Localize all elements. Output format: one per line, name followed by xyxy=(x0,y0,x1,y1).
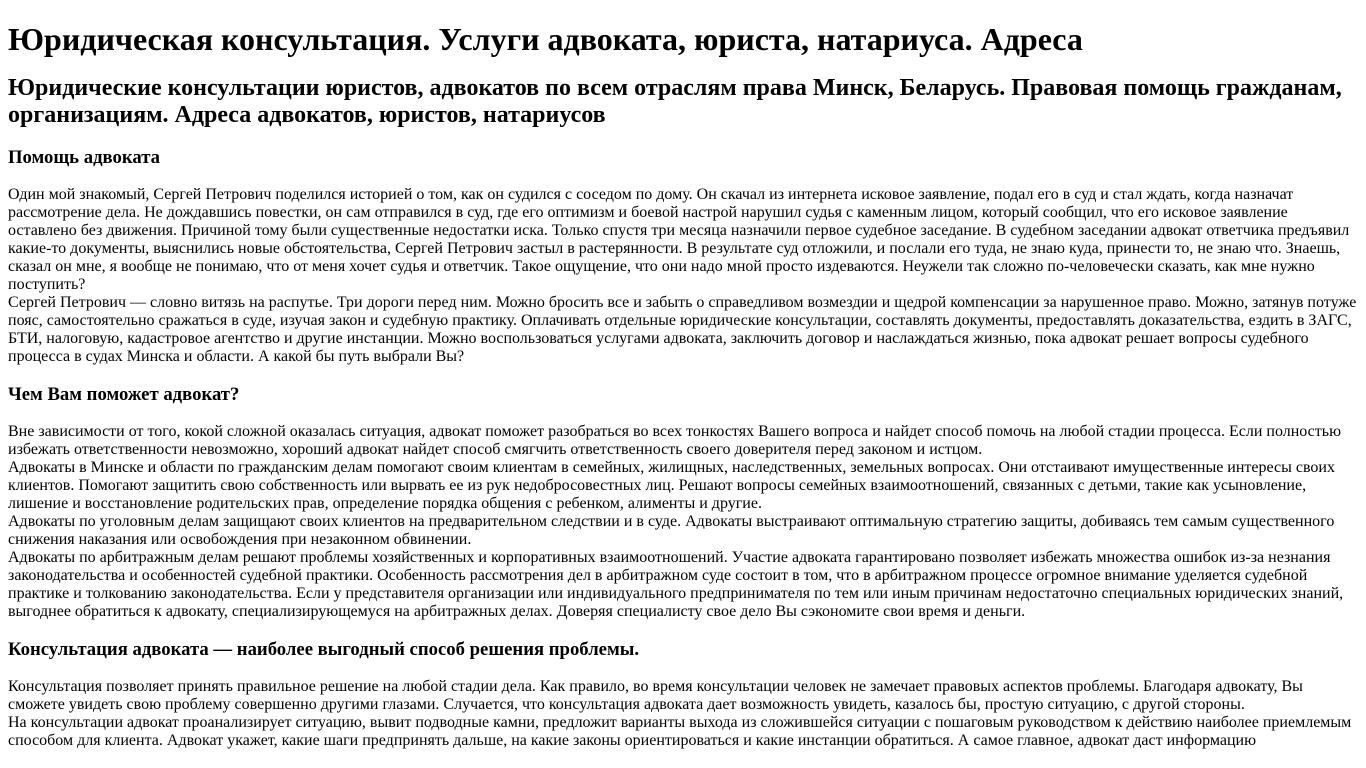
paragraph: Консультация позволяет принять правильное решение на любой стадии дела. Как правило, во время консультации человек не замечает правовых аспектов проблемы. Благодаря адвокату, Вы сможете увидеть свою проблему совершенно другими глазами. Случается, что консультация адвоката дает возможность увидеть, казалось бы, простую ситуацию, с другой стороны. xyxy=(8,678,1303,713)
section-body-lawyer-help xyxy=(8,186,1358,366)
paragraph: На консультации адвокат проанализирует ситуацию, вывит подводные камни, предложит варианты выхода из сложившейся ситуации с пошаговым руководством к действию наиболее приемлемым способом для клиента. Адвокат укажет, какие шаги предпринять дальше, на какие законы ориентироваться и какие инстанции обратиться. А самое главное, адвокат даст информацию xyxy=(8,714,1352,749)
paragraph: Адвокаты по уголовным делам защищают своих клиентов на предварительном следствии и в суде. Адвокаты выстраивают оптимальную стратегию защиты, добиваясь тем самым существенного снижения наказания или освобождения при незаконном обвинении. xyxy=(8,513,1335,548)
paragraph: Сергей Петрович — словно витязь на распутье. Три дороги перед ним. Можно бросить все и забыть о справедливом возмездии и щедрой компенсации за нарушенное право. Можно, затянув потуже пояс, самостоятельно сражаться в суде, изучая закон и судебную практику. Оплачивать отдельные юридические консультации, составлять документы, предоставлять доказательства, ездить в ЗАГС, БТИ, налоговую, кадастровое агентство и другие инстанции. Можно воспользоваться услугами адвоката, заключить договор и наслаждаться жизнью, пока адвокат решает вопросы судебного процесса в судах Минска и области. А какой бы путь выбрали Вы? xyxy=(8,294,1357,365)
page-subtitle: Юридические консультации юристов, адвокатов по всем отраслям права Минск, Беларусь. Правовая помощь гражданам, организациям. Адреса адвокатов, юристов, натариусов xyxy=(8,75,1342,128)
section-heading-lawyer-help: Помощь адвоката xyxy=(8,147,161,168)
paragraph: Один мой знакомый, Сергей Петрович поделился историей о том, как он судился с соседом по дому. Он скачал из интернета исковое заявление, подал его в суд и стал ждать, когда назначат рассмотрение дела. Не дождавшись повестки, он сам отправился в суд, где его оптимизм и боевой настрой нарушил судья с каменным лицом, который сообщил, что его исковое заявление оставлено без движения. Причиной тому были существенные недостатки иска. Только спустя три месяца назначили первое судебное заседание. В судебном заседании адвокат ответчика предъявил какие-то документы, выяснились новые обстоятельства, Сергей Петрович застыл в растерянности. В результате суд отложили, и послали его туда, не знаю куда, принести то, не знаю что. Знаешь, сказал он мне, я вообще не понимаю, что от меня хочет судья и ответчик. Такое ощущение, что они надо мной просто издеваются. Неужели так сложно по-человечески сказать, как мне нужно поступить? xyxy=(8,186,1350,293)
paragraph: Адвокаты в Минске и области по гражданским делам помогают своим клиентам в семейных, жилищных, наследственных, земельных вопросах. Они отстаивают имущественные интересы своих клиентов. Помогают защитить свою собственность или вырвать ее из рук недобросовестных лиц. Решают вопросы семейных взаимоотношений, связанных с детьми, такие как усыновление, лишение и восстановление родительских прав, определение порядка общения с ребенком, алименты и другие. xyxy=(8,459,1335,512)
page-title: Юридическая консультация. Услуги адвоката, юриста, натариуса. Адреса xyxy=(8,21,1083,57)
section-body-consultation xyxy=(8,678,1358,750)
section-heading-consultation: Консультация адвоката — наиболее выгодный способ решения проблемы. xyxy=(8,639,640,660)
section-heading-how-lawyer-helps: Чем Вам поможет адвокат? xyxy=(8,384,240,405)
section-body-how-lawyer-helps xyxy=(8,423,1358,621)
paragraph: Вне зависимости от того, кокой сложной оказалась ситуация, адвокат поможет разобраться во всех тонкостях Вашего вопроса и найдет способ помочь на любой стадии процесса. Если полностью избежать ответственности невозможно, хороший адвокат найдет способ смягчить ответственность своего доверителя перед законом и истцом. xyxy=(8,423,1342,458)
paragraph: Адвокаты по арбитражным делам решают проблемы хозяйственных и корпоративных взаимоотношений. Участие адвоката гарантировано позволяет избежать множества ошибок из-за незнания законодательства и особенностей судебной практики. Особенность рассмотрения дел в арбитражном суде состоит в том, что в арбитражном процессе огромное внимание уделяется судебной практике и толкованию законодательства. Если у представителя организации или индивидуального предпринимателя по тем или иным причинам недостаточно специальных юридических знаний, выгоднее обратиться к адвокату, специализирующемуся на арбитражных делах. Доверяя специалисту свое дело Вы сэкономите свои время и деньги. xyxy=(8,549,1344,620)
